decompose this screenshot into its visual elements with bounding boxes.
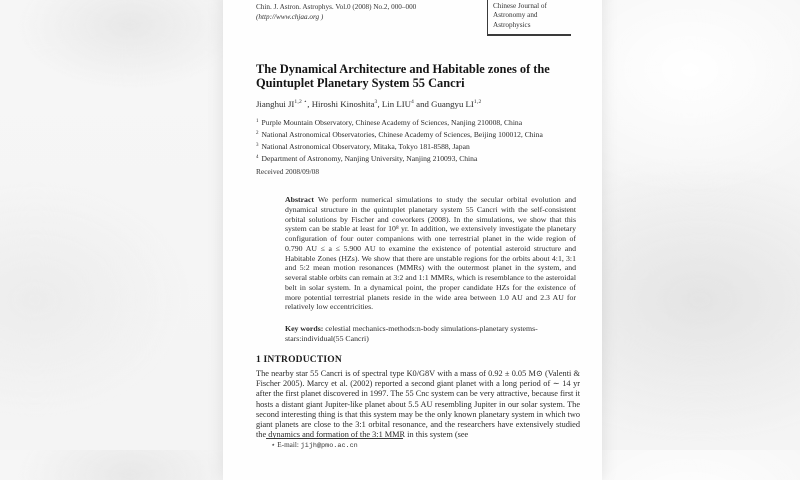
affiliation-number: 3: [256, 143, 259, 148]
journal-name-line1: Chinese Journal of: [493, 2, 547, 10]
journal-reference-line1: Chin. J. Astron. Astrophys. Vol.0 (2008) No.2, 000–000: [256, 3, 417, 11]
affiliation-text: Department of Astronomy, Nanjing University, Nanjing 210093, China: [261, 154, 478, 163]
author-name: Lin LIU: [381, 99, 411, 109]
abstract-label: Abstract: [285, 195, 315, 204]
keywords-text: celestial mechanics-methods:n-body simulations-planetary systems-stars:individual(55 Cancri): [285, 324, 538, 343]
paper-content: [223, 0, 602, 460]
journal-reference: [256, 3, 416, 22]
affiliation-number: 2: [256, 131, 259, 136]
affiliation-number: 1: [256, 119, 259, 124]
author-separator: ,: [307, 99, 312, 109]
affiliation-number: 4: [256, 155, 259, 160]
author-affiliation-marks: 1,2: [473, 99, 482, 105]
affiliation-text: National Astronomical Observatories, Chinese Academy of Sciences, Beijing 100012, China: [261, 130, 543, 139]
footnote-star: ⋆: [271, 441, 276, 449]
footnote-email: jijh@pmo.ac.cn: [300, 442, 358, 450]
affiliation-list: [256, 116, 596, 164]
affiliation-item: [256, 116, 596, 128]
affiliation-item: [256, 152, 596, 164]
introduction-paragraph: The nearby star 55 Cancri is of spectral type K0/G8V with a mass of 0.92 ± 0.05 M⊙ (Valenti & Fischer 2005). Marcy et al. (2002) reported a second giant planet with a long period of ∼ 14 yr after the first planet discovered in 1997. The 55 Cnc system can be very attractive, because first it hosts a distant giant Jupiter-like planet about 5.5 AU resembling Jupiter in our solar system. The second interesting thing is that this system may be the only known planetary system in which two giant planets are close to the 3:1 orbital resonance, and the researchers have extensively studied the dynamics and formation of the 3:1 MMR in this system (see: [256, 369, 581, 440]
section-heading-introduction: 1 INTRODUCTION: [256, 355, 342, 365]
keywords-label: Key words:: [285, 324, 324, 333]
affiliation-item: [256, 140, 596, 152]
author-affiliation-marks: 1,2 ⋆: [294, 99, 308, 105]
author-name: Jianghui JI: [256, 99, 295, 109]
journal-name-box: [487, 0, 571, 36]
paper-page: [223, 0, 602, 480]
journal-name-line3: Astrophysics: [493, 20, 531, 29]
author-line: [256, 99, 586, 109]
affiliation-item: [256, 128, 596, 140]
author-name: Guangyu LI: [431, 99, 474, 109]
received-date: Received 2008/09/08: [256, 167, 320, 176]
journal-name-line2: Astronomy and: [493, 11, 538, 20]
footnote-label: E-mail:: [275, 441, 301, 449]
affiliation-text: Purple Mountain Observatory, Chinese Academy of Sciences, Nanjing 210008, China: [261, 118, 523, 127]
paper-title-line1: The Dynamical Architecture and Habitable zones of the: [256, 62, 550, 76]
author-separator: and: [413, 99, 432, 109]
abstract-block: [285, 195, 576, 312]
abstract-text: We perform numerical simulations to study the secular orbital evolution and dynamical structure in the quintuplet planetary system 55 Cancri with the self-consistent orbital solutions by Fischer and coworkers (2008). In the simulations, we show that this system can be stable at least for 10⁸ yr. In addition, we extensively investigate the planetary configuration of four outer companions with one terrestrial planet in the wide region of 0.790 AU ≤ a ≤ 5.900 AU to examine the existence of potential asteroid structure and Habitable Zones (HZs). We show that there are unstable regions for the orbits about 4:1, 3:1 and 5:2 mean motion resonances (MMRs) with the outermost planet in the system, and several stable orbits can remain at 3:2 and 1:1 MMRs, which is resemblance to the asteroidal belt in solar system. In a dynamical point, the proper candidate HZs for the existence of more potential terrestrial planets reside in the wide area between 1.0 AU and 2.3 AU for relatively low eccentricities.: [285, 195, 576, 312]
author-name: Hiroshi Kinoshita: [311, 99, 375, 109]
footnote-rule: [266, 438, 403, 439]
keywords-block: [285, 324, 576, 344]
paper-title-line2: Quintuplet Planetary System 55 Cancri: [256, 75, 465, 90]
author-affiliation-marks: 3: [374, 99, 378, 105]
email-footnote: [271, 440, 358, 450]
paper-title: [256, 63, 582, 90]
author-affiliation-marks: 4: [410, 99, 414, 105]
journal-url: (http://www.chjaa.org ): [256, 12, 324, 21]
author-separator: ,: [377, 99, 382, 109]
affiliation-text: National Astronomical Observatory, Mitaka, Tokyo 181-8588, Japan: [261, 142, 470, 151]
